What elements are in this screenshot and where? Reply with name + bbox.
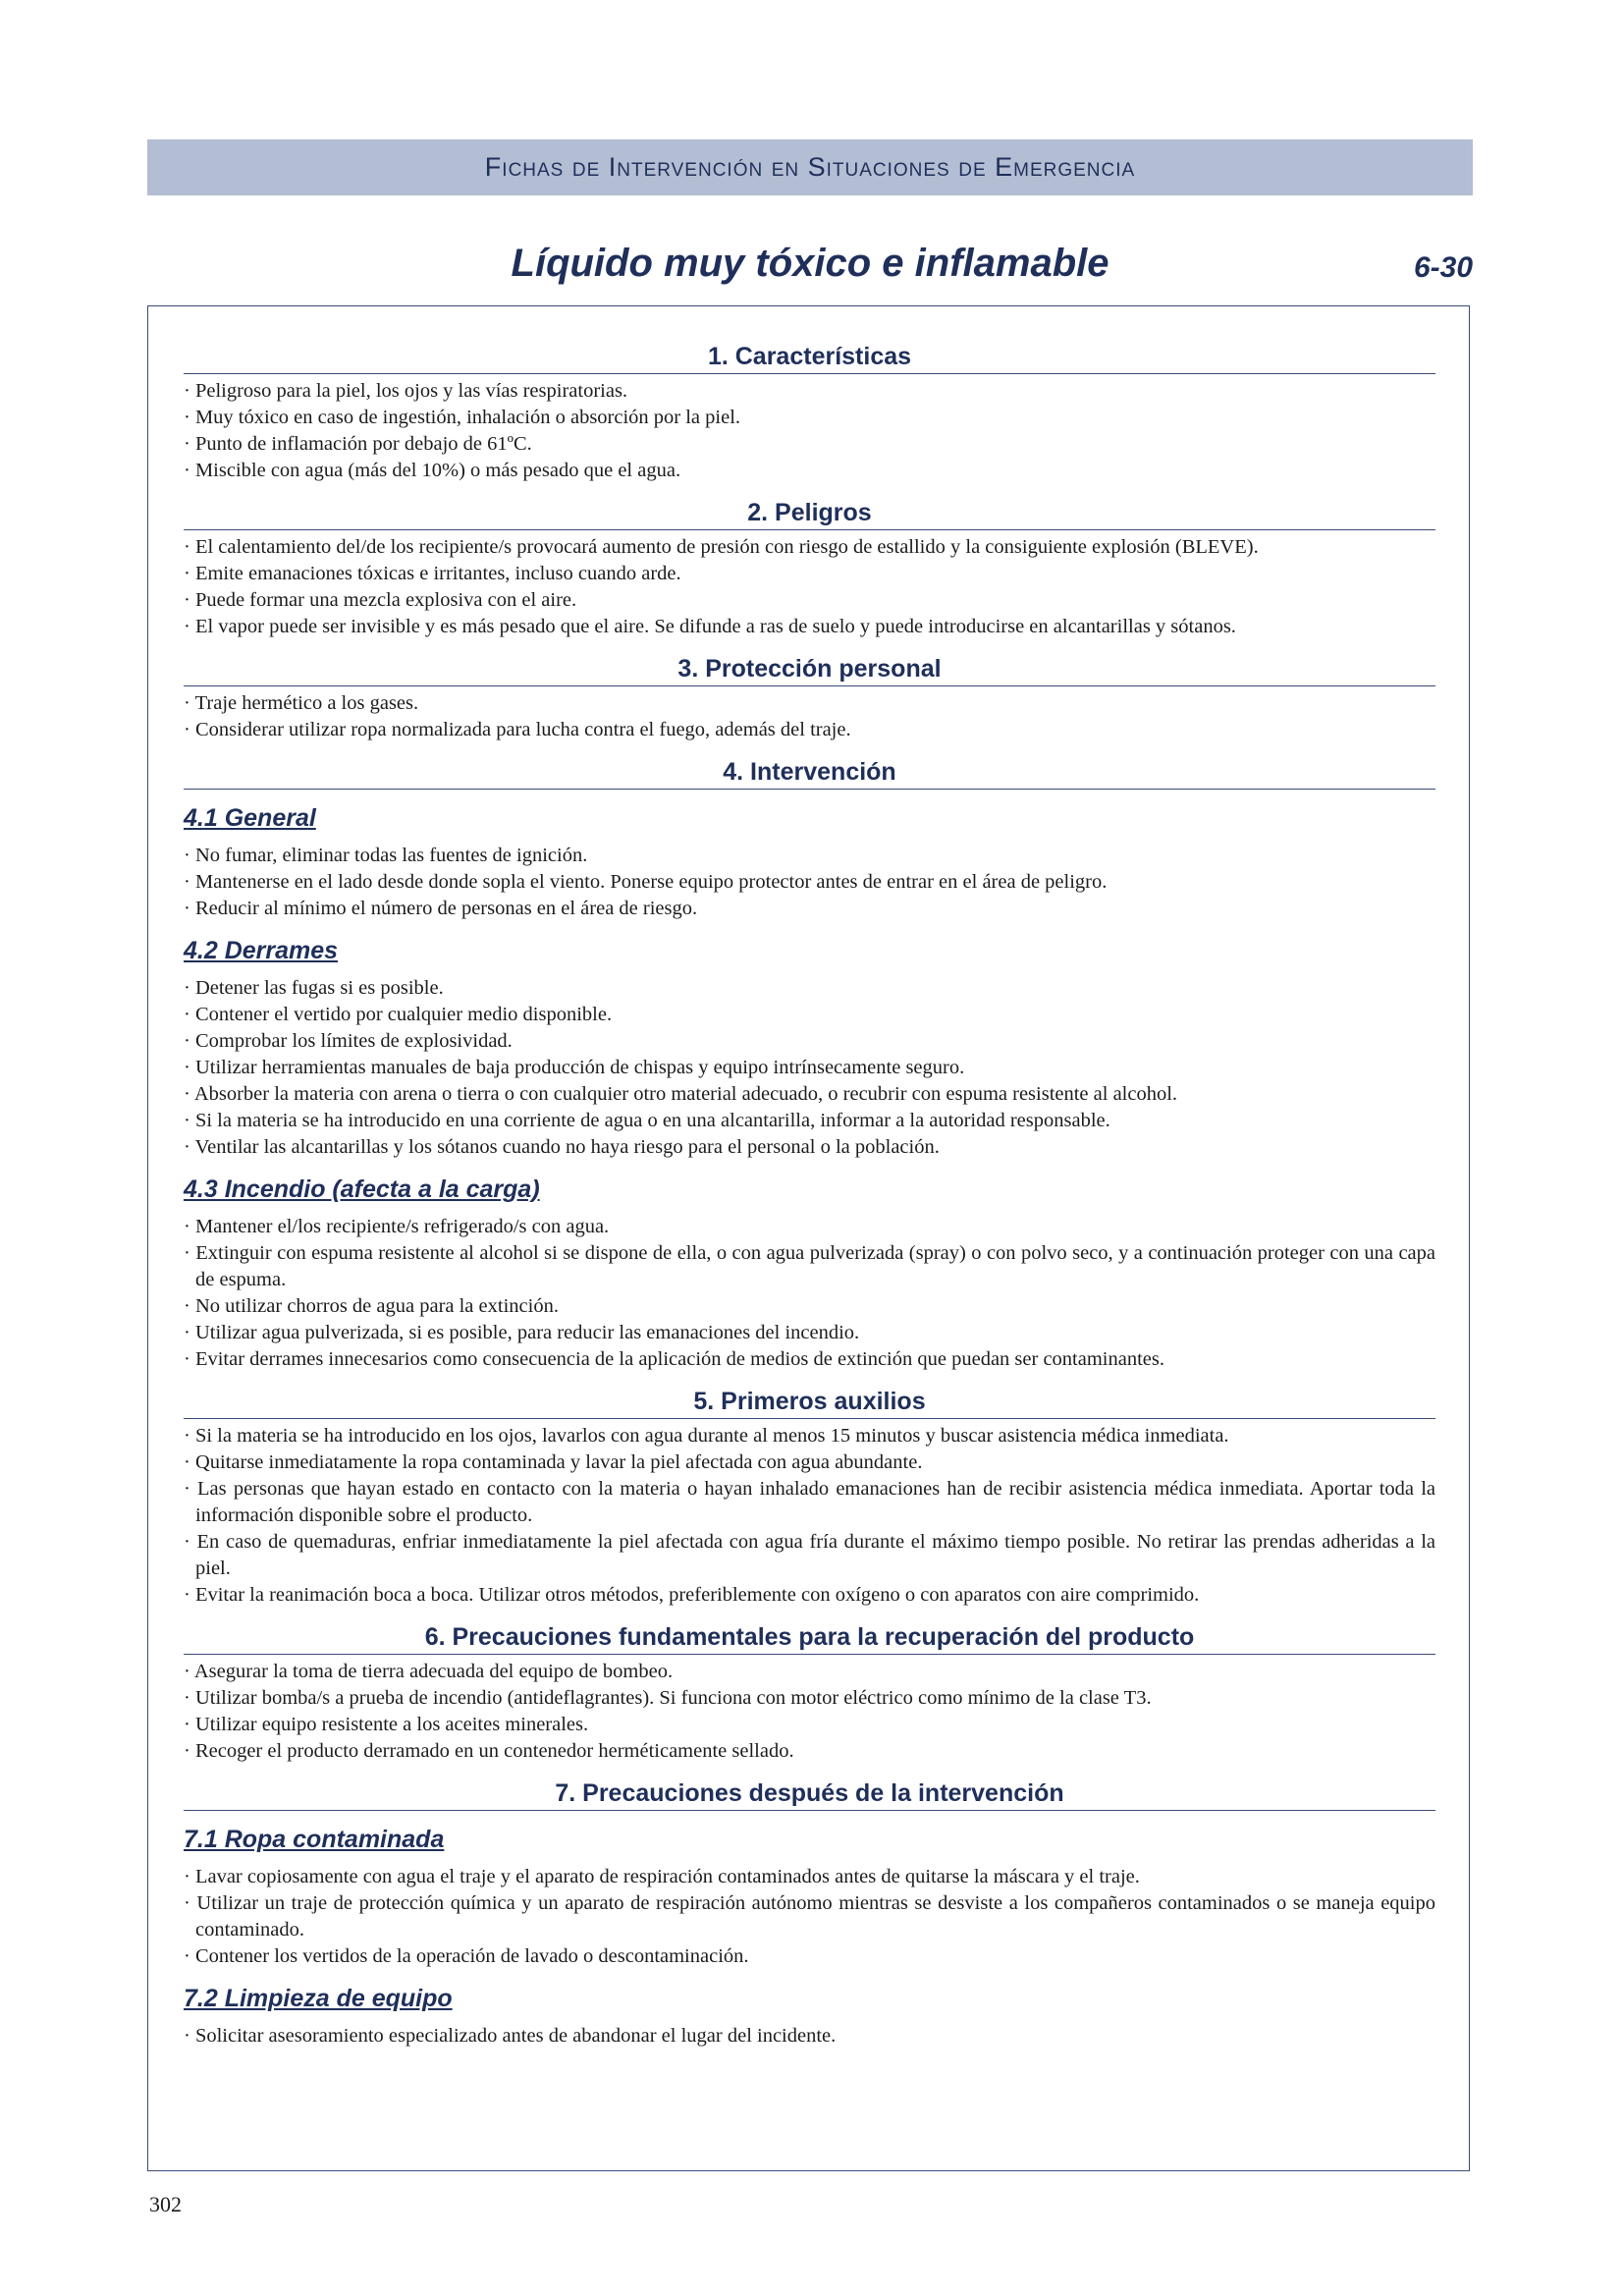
section-1 bbox=[184, 342, 1435, 484]
section-heading: 5. Primeros auxilios bbox=[184, 1387, 1435, 1419]
list-item: · Mantener el/los recipiente/s refrigerado/s con agua. bbox=[184, 1214, 1435, 1240]
section-heading: 7. Precauciones después de la intervención bbox=[184, 1778, 1435, 1811]
list-item: · Si la materia se ha introducido en los ojos, lavarlos con agua durante al menos 15 minutos y buscar asistencia médica inmediata. bbox=[184, 1423, 1435, 1449]
list-item: · Las personas que hayan estado en contacto con la materia o hayan inhalado emanaciones han de recibir asistencia médica inmediata. Aportar toda la información disponible sobre el producto. bbox=[184, 1476, 1435, 1529]
list-item: · No fumar, eliminar todas las fuentes de ignición. bbox=[184, 843, 1435, 869]
list-item: · Punto de inflamación por debajo de 61ºC. bbox=[184, 431, 1435, 458]
list-item: · Quitarse inmediatamente la ropa contaminada y lavar la piel afectada con agua abundante. bbox=[184, 1449, 1435, 1476]
list-item: · El vapor puede ser invisible y es más pesado que el aire. Se difunde a ras de suelo y puede introducirse en alcantarillas y sótanos. bbox=[184, 614, 1435, 640]
list-item: · Si la materia se ha introducido en una corriente de agua o en una alcantarilla, informar a la autoridad responsable. bbox=[184, 1108, 1435, 1134]
list-item: · Miscible con agua (más del 10%) o más pesado que el agua. bbox=[184, 458, 1435, 484]
list-item: · Mantenerse en el lado desde donde sopla el viento. Ponerse equipo protector antes de entrar en el área de peligro. bbox=[184, 869, 1435, 896]
list-item: · Asegurar la toma de tierra adecuada del equipo de bombeo. bbox=[184, 1659, 1435, 1685]
section-7 bbox=[184, 1778, 1435, 2050]
list-item: · En caso de quemaduras, enfriar inmediatamente la piel afectada con agua fría durante el máximo tiempo posible. No retirar las prendas adheridas a la piel. bbox=[184, 1529, 1435, 1582]
list-item: · Puede formar una mezcla explosiva con el aire. bbox=[184, 587, 1435, 614]
title-row bbox=[147, 242, 1473, 301]
list-item: · Emite emanaciones tóxicas e irritantes, incluso cuando arde. bbox=[184, 561, 1435, 587]
list-item: · Utilizar agua pulverizada, si es posible, para reducir las emanaciones del incendio. bbox=[184, 1320, 1435, 1346]
bullet-list bbox=[184, 843, 1435, 922]
list-item: · Contener los vertidos de la operación de lavado o descontaminación. bbox=[184, 1943, 1435, 1970]
list-item: · Peligroso para la piel, los ojos y las vías respiratorias. bbox=[184, 378, 1435, 405]
document-code: 6-30 bbox=[1413, 251, 1473, 284]
subsection-heading: 4.3 Incendio (afecta a la carga) bbox=[184, 1175, 540, 1203]
list-item: · Comprobar los límites de explosividad. bbox=[184, 1028, 1435, 1055]
subsection-heading: 7.1 Ropa contaminada bbox=[184, 1826, 445, 1853]
list-item: · Recoger el producto derramado en un contenedor herméticamente sellado. bbox=[184, 1738, 1435, 1765]
list-item: · Reducir al mínimo el número de personas en el área de riesgo. bbox=[184, 896, 1435, 922]
bullet-list bbox=[184, 534, 1435, 640]
section-heading: 3. Protección personal bbox=[184, 654, 1435, 686]
bullet-list bbox=[184, 1423, 1435, 1609]
list-item: · Utilizar equipo resistente a los aceites minerales. bbox=[184, 1712, 1435, 1738]
list-item: · Ventilar las alcantarillas y los sótanos cuando no haya riesgo para el personal o la población. bbox=[184, 1134, 1435, 1161]
document-title: Líquido muy tóxico e inflamable bbox=[511, 242, 1109, 285]
section-3 bbox=[184, 654, 1435, 743]
header-banner bbox=[147, 139, 1473, 195]
subsection-heading: 4.2 Derrames bbox=[184, 937, 339, 964]
section-heading: 2. Peligros bbox=[184, 498, 1435, 530]
section-6 bbox=[184, 1622, 1435, 1765]
subsection-heading: 4.1 General bbox=[184, 804, 316, 832]
list-item: · Extinguir con espuma resistente al alcohol si se dispone de ella, o con agua pulverizada (spray) o con polvo seco, y a continuación proteger con una capa de espuma. bbox=[184, 1240, 1435, 1293]
list-item: · Traje hermético a los gases. bbox=[184, 690, 1435, 717]
list-item: · Considerar utilizar ropa normalizada para lucha contra el fuego, además del traje. bbox=[184, 717, 1435, 743]
list-item: · El calentamiento del/de los recipiente/s provocará aumento de presión con riesgo de estallido y la consiguiente explosión (BLEVE). bbox=[184, 534, 1435, 561]
page-number: 302 bbox=[149, 2192, 182, 2216]
list-item: · Evitar la reanimación boca a boca. Utilizar otros métodos, preferiblemente con oxígeno o con aparatos con aire comprimido. bbox=[184, 1582, 1435, 1609]
section-2 bbox=[184, 498, 1435, 640]
section-heading: 6. Precauciones fundamentales para la recuperación del producto bbox=[184, 1622, 1435, 1655]
bullet-list bbox=[184, 2023, 1435, 2050]
bullet-list bbox=[184, 1864, 1435, 1970]
list-item: · Contener el vertido por cualquier medio disponible. bbox=[184, 1002, 1435, 1028]
list-item: · Absorber la materia con arena o tierra o con cualquier otro material adecuado, o recubrir con espuma resistente al alcohol. bbox=[184, 1081, 1435, 1108]
list-item: · Utilizar un traje de protección química y un aparato de respiración autónomo mientras se desviste a los compañeros contaminados o se maneja equipo contaminado. bbox=[184, 1890, 1435, 1943]
list-item: · Evitar derrames innecesarios como consecuencia de la aplicación de medios de extinción que puedan ser contaminantes. bbox=[184, 1346, 1435, 1373]
bullet-list bbox=[184, 378, 1435, 484]
list-item: · No utilizar chorros de agua para la extinción. bbox=[184, 1293, 1435, 1320]
bullet-list bbox=[184, 975, 1435, 1161]
list-item: · Solicitar asesoramiento especializado antes de abandonar el lugar del incidente. bbox=[184, 2023, 1435, 2050]
section-heading: 1. Características bbox=[184, 342, 1435, 374]
list-item: · Utilizar bomba/s a prueba de incendio (antideflagrantes). Si funciona con motor eléctrico como mínimo de la clase T3. bbox=[184, 1685, 1435, 1712]
bullet-list bbox=[184, 1214, 1435, 1373]
list-item: · Muy tóxico en caso de ingestión, inhalación o absorción por la piel. bbox=[184, 405, 1435, 431]
list-item: · Utilizar herramientas manuales de baja producción de chispas y equipo intrínsecamente seguro. bbox=[184, 1055, 1435, 1081]
sheet-content bbox=[184, 342, 1435, 2050]
section-4 bbox=[184, 757, 1435, 1373]
list-item: · Detener las fugas si es posible. bbox=[184, 975, 1435, 1002]
section-heading: 4. Intervención bbox=[184, 757, 1435, 790]
subsection-heading: 7.2 Limpieza de equipo bbox=[184, 1985, 453, 2012]
bullet-list bbox=[184, 1659, 1435, 1765]
banner-title: Fichas de Intervención en Situaciones de Emergencia bbox=[484, 152, 1136, 182]
bullet-list bbox=[184, 690, 1435, 743]
section-5 bbox=[184, 1387, 1435, 1609]
list-item: · Lavar copiosamente con agua el traje y el aparato de respiración contaminados antes de quitarse la máscara y el traje. bbox=[184, 1864, 1435, 1890]
content-frame bbox=[147, 305, 1470, 2171]
